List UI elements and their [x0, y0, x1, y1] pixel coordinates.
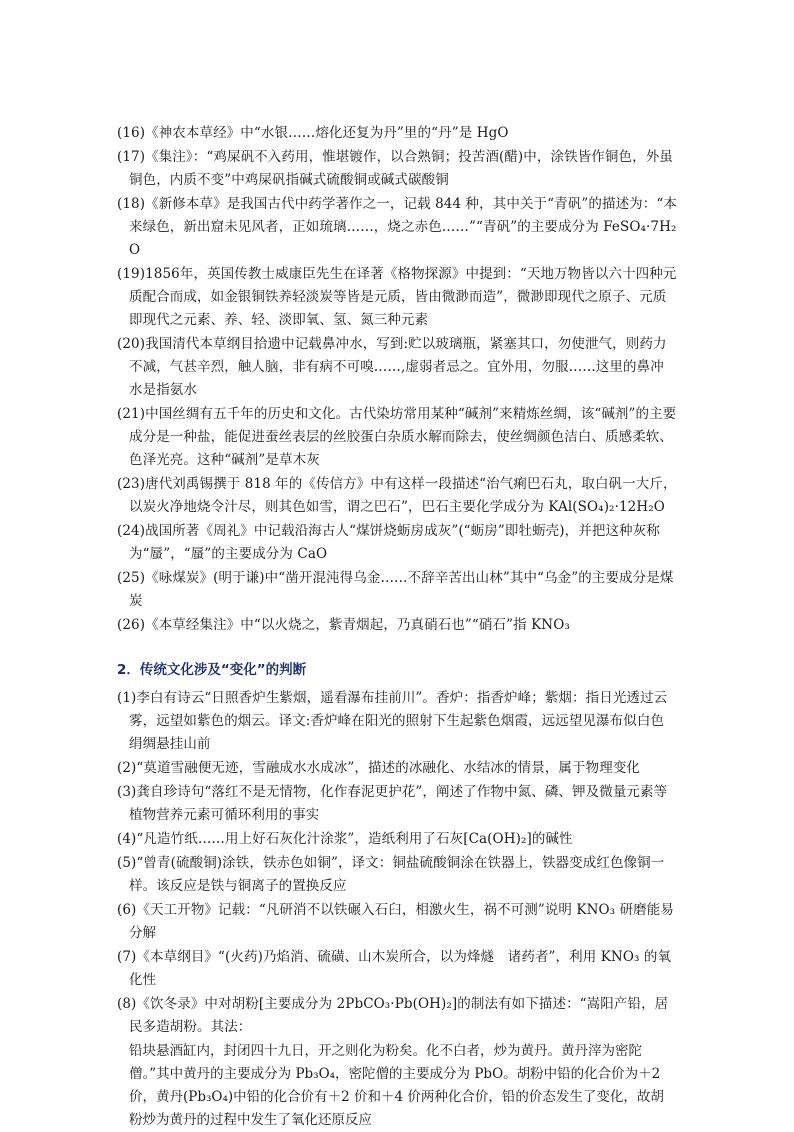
- list-item: (6)《天工开物》记载：“凡研消不以铁碾入石臼，相激火生，祸不可测”说明 KNO₃ 研磨能易分解: [117, 902, 674, 941]
- list-item: (16)《神农本草经》中“水银……熔化还复为丹”里的“丹”是 HgO: [117, 125, 509, 141]
- list-item: (18)《新修本草》是我国古代中药学著作之一，记载 844 种，其中关于“青矾”的描述为：“本来绿色，新出窟未见风者，正如琉璃……，烧之赤色……”“青矾”的主要成分为 FeSO₄·7H₂O: [117, 196, 677, 258]
- list-item: (7)《本草纲目》“(火药)乃焰消、硫磺、山木炭所合，以为烽燧 诸药者”，利用 KNO₃ 的氧化性: [117, 949, 672, 988]
- list-item-continuation: 铅块悬酒缸内，封闭四十九日，开之则化为粉矣。化不白者，炒为黄丹。黄丹滓为密陀僧。”其中黄丹的主要成分为 Pb₃O₄，密陀僧的主要成分为 PbO。胡粉中铅的化合价为＋2 价，黄丹(Pb₃O₄)中铅的化合价有＋2 价和＋4 价两种化合价，铅的价态发生了变化，故胡粉炒为黄丹的过程中发生了氧化还原反应: [129, 1043, 664, 1128]
- list-item: (26)《本草经集注》中“以火烧之，紫青烟起，乃真硝石也”“硝石”指 KNO₃: [117, 617, 570, 633]
- list-item: (25)《咏煤炭》(明于谦)中“凿开混沌得乌金……不辞辛苦出山林”其中“乌金”的主要成分是煤炭: [117, 570, 674, 609]
- document-page: [117, 122, 677, 1132]
- list-item: (21)中国丝绸有五千年的历史和文化。古代染坊常用某种“碱剂”来精炼丝绸，该“碱剂”的主要成分是一种盐，能促进蚕丝表层的丝胶蛋白杂质水解而除去，使丝绸颜色洁白、质感柔软、色泽光亮。这种“碱剂”是草木灰: [117, 406, 677, 468]
- list-item: (4)“凡造竹纸……用上好石灰化汁涂浆”，造纸利用了石灰[Ca(OH)₂]的碱性: [117, 831, 573, 847]
- list-item: (24)战国所著《周礼》中记载沿海古人“煤饼烧蛎房成灰”(“蛎房”即牡蛎壳)，并把这种灰称为“蜃”，“蜃”的主要成分为 CaO: [117, 523, 660, 562]
- section2-heading: 2．传统文化涉及“变化”的判断: [117, 662, 307, 678]
- list-item: (1)李白有诗云“日照香炉生紫烟，遥看瀑布挂前川”。香炉：指香炉峰；紫烟：指日光透过云雾，远望如紫色的烟云。译文:香炉峰在阳光的照射下生起紫色烟霞，远远望见瀑布似白色绢绸悬挂山前: [117, 690, 668, 752]
- list-item: (5)“曾青(硫酸铜)涂铁，铁赤色如铜”，译文：铜盐硫酸铜涂在铁器上，铁器变成红色像铜一样。该反应是铁与铜离子的置换反应: [117, 855, 665, 894]
- list-item: (17)《集注》：“鸡屎矾不入药用，惟堪镀作，以合熟铜；投苦酒(醋)中，涂铁皆作铜色，外虽铜色，内质不变”中鸡屎矾指碱式硫酸铜或碱式碳酸铜: [117, 149, 673, 188]
- list-item: (2)“莫道雪融便无迹，雪融成水水成冰”，描述的冰融化、水结冰的情景，属于物理变化: [117, 760, 641, 776]
- section2-list: [117, 687, 677, 1132]
- list-item: (8)《饮冬录》中对胡粉[主要成分为 2PbCO₃·Pb(OH)₂]的制法有如下描述：“嵩阳产铅，居民多造胡粉。其法：: [117, 996, 669, 1035]
- list-item: (20)我国清代本草纲目拾遗中记载鼻冲水，写到:贮以玻璃瓶，紧塞其口，勿使泄气，则药力不减，气甚辛烈，触人脑，非有病不可嗅……,虚弱者忌之。宜外用，勿服……这里的鼻冲水是指氨水: [117, 336, 667, 398]
- list-item: (23)唐代刘禹锡撰于 818 年的《传信方》中有这样一段描述“治气痢巴石丸，取白矾一大斤，以炭火净地烧令汁尽，则其色如雪，谓之巴石”，巴石主要化学成分为 KAl(SO₄)₂·12H₂O: [117, 476, 677, 515]
- list-item: (3)龚自珍诗句“落红不是无情物，化作春泥更护花”，阐述了作物中氮、磷、钾及微量元素等植物营养元素可循环利用的事实: [117, 784, 668, 823]
- section1-list: [117, 122, 677, 637]
- list-item: (19)1856年，英国传教士威康臣先生在译著《格物探源》中提到：“天地万物皆以六十四种元质配合而成，如金银铜铁养轻淡炭等皆是元质，皆由微渺而造”，微渺即现代之原子、元质即现代之元素、养、轻、淡即氧、氢、氮三种元素: [117, 266, 677, 328]
